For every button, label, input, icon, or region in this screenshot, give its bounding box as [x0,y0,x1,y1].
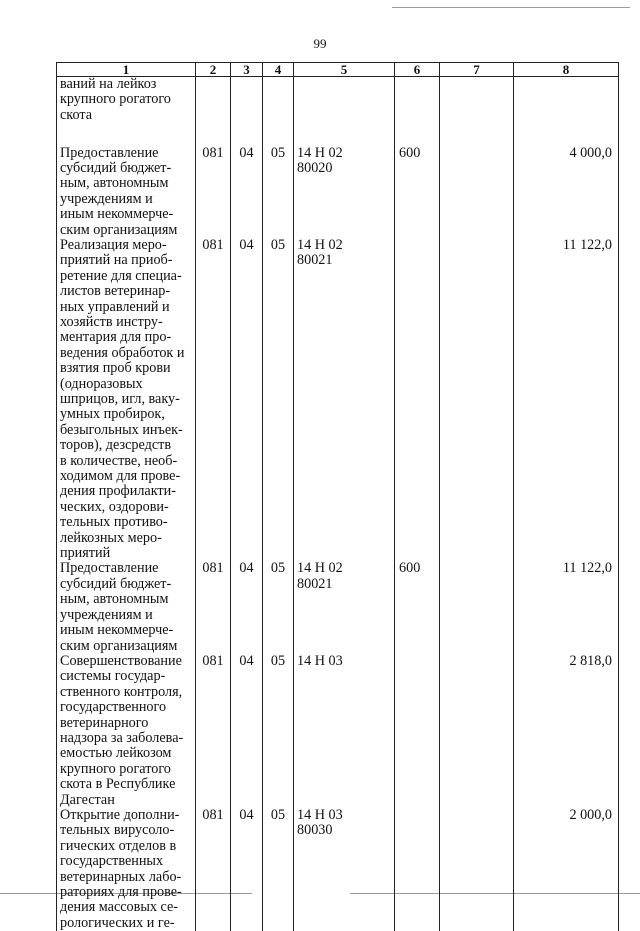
amount: 2 000,0 [514,808,619,931]
expense-type-code [395,77,440,146]
table-row [57,77,619,146]
ministry-code: 081 [196,561,231,653]
section-code: 04 [231,146,263,238]
amount: 2 818,0 [514,654,619,808]
section-code: 04 [231,808,263,931]
expense-type-code: 600 [395,146,440,238]
expense-type-code [395,654,440,808]
column-header-2: 2 [196,63,231,77]
table-row [57,654,619,808]
target-code: 14 Н 02 80020 [294,146,395,238]
subsection-code: 05 [263,654,294,808]
section-code: 04 [231,238,263,562]
expense-type-code [395,808,440,931]
section-code: 04 [231,654,263,808]
column-7-value [440,561,514,653]
subsection-code [263,77,294,146]
section-code: 04 [231,561,263,653]
ministry-code [196,77,231,146]
expense-type-code [395,238,440,562]
row-name: Совершенствование системы государ- ственного контроля, государственного ветеринарного надзора за заболева- емостью лейкозом крупного рогатого скота в Республике Дагестан [57,654,196,808]
column-7-value [440,654,514,808]
amount: 4 000,0 [514,146,619,238]
target-code: 14 Н 03 [294,654,395,808]
column-header-8: 8 [514,63,619,77]
budget-table [56,62,619,931]
target-code: 14 Н 03 80030 [294,808,395,931]
row-name: Предоставление субсидий бюджет- ным, автономным учреждениям и иным некоммерче- ским организациям [57,146,196,238]
table-row [57,808,619,931]
column-header-1: 1 [57,63,196,77]
table-row [57,146,619,238]
column-7-value [440,238,514,562]
table-row [57,238,619,562]
column-header-5: 5 [294,63,395,77]
page-number: 99 [313,36,327,51]
row-name: Открытие дополни- тельных вирусоло- гических отделов в государственных ветеринарных лабо- раториях для прове- дения массовых се- рологических и ге- [57,808,196,931]
subsection-code: 05 [263,561,294,653]
amount: 11 122,0 [514,238,619,562]
column-7-value [440,146,514,238]
scan-artifact-top [392,7,630,8]
column-header-7: 7 [440,63,514,77]
table-row [57,561,619,653]
column-7-value [440,77,514,146]
ministry-code: 081 [196,808,231,931]
column-header-4: 4 [263,63,294,77]
ministry-code: 081 [196,146,231,238]
ministry-code: 081 [196,238,231,562]
expense-type-code: 600 [395,561,440,653]
section-code [231,77,263,146]
subsection-code: 05 [263,808,294,931]
column-7-value [440,808,514,931]
target-code: 14 Н 02 80021 [294,561,395,653]
target-code [294,77,395,146]
subsection-code: 05 [263,146,294,238]
row-name: Предоставление субсидий бюджет- ным, автономным учреждениям и иным некоммерче- ским организациям [57,561,196,653]
amount [514,77,619,146]
column-header-6: 6 [395,63,440,77]
subsection-code: 05 [263,238,294,562]
ministry-code: 081 [196,654,231,808]
column-header-3: 3 [231,63,263,77]
amount: 11 122,0 [514,561,619,653]
row-name: Реализация меро- приятий на приоб- ретение для специа- листов ветеринар- ных управлений и хозяйств инстру- ментария для про- ведения обработок и взятия проб крови (одноразовых шприцов, игл, ваку- умных пробирок, безыгольных инъек- торов), дезсредств в количестве, необ- ходимом для прове- дения профилакти- ческих, оздорови- тельных противо- лейкозных меро- приятий [57,238,196,562]
target-code: 14 Н 02 80021 [294,238,395,562]
table-header-row [57,63,619,77]
row-name: ваний на лейкоз крупного рогатого скота [57,77,196,146]
